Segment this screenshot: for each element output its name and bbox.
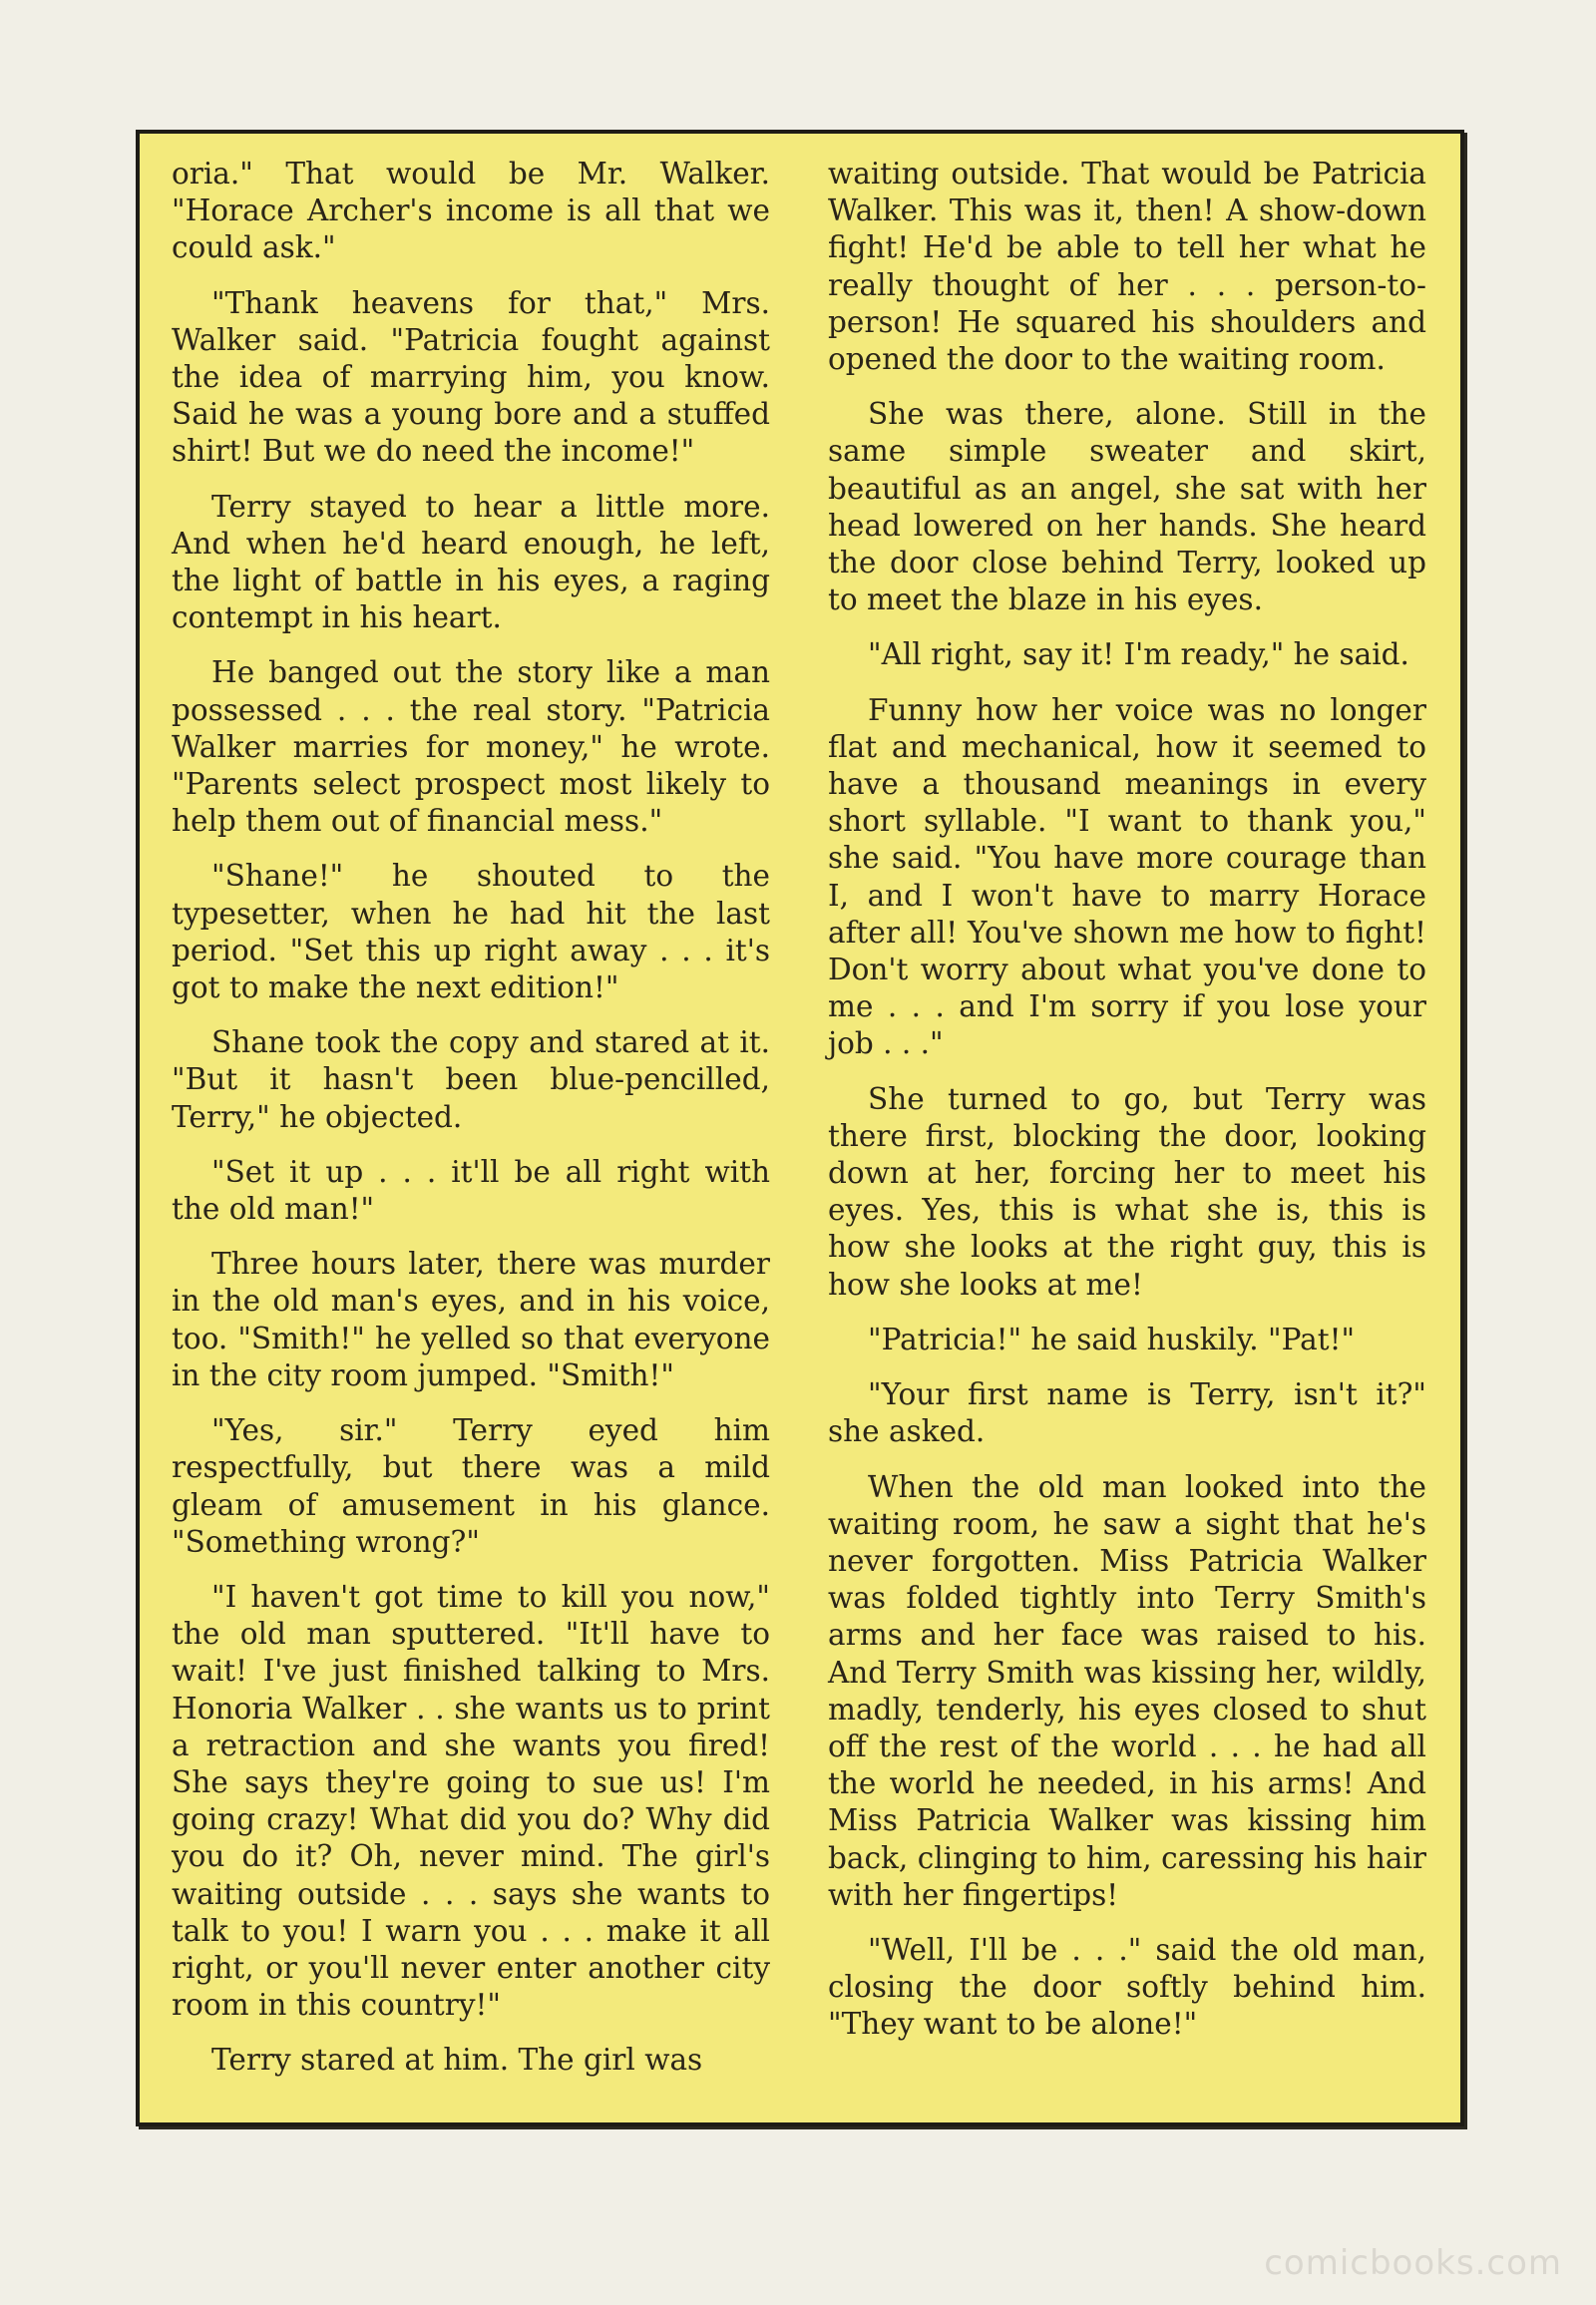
paragraph: Terry stayed to hear a little more. And when he'd heard enough, he left, the light of battle in his eyes, a raging contempt in his heart. bbox=[172, 489, 770, 635]
paragraph: "Shane!" he shouted to the typesetter, when he had hit the last period. "Set this up right away . . . it's got to make the next edition!" bbox=[172, 859, 770, 1005]
paragraph: "Thank heavens for that," Mrs. Walker said. "Patricia fought against the idea of marrying him, you know. Said he was a young bore and a stuffed shirt! But we do need the income!" bbox=[172, 285, 770, 469]
paragraph: "I haven't got time to kill you now," the old man sputtered. "It'll have to wait! I've just finished talking to Mrs. Honoria Walker . . she wants us to print a retraction and she wants you fired! She says they're going to sue us! I'm going crazy! What did you do? Why did you do it? Oh, never mind. The girl's waiting outside . . . says she wants to talk to you! I warn you . . . make it all right, or you'll never enter another city room in this country!" bbox=[172, 1579, 770, 2023]
watermark: comicbooks.com bbox=[1264, 2243, 1562, 2283]
paragraph: Shane took the copy and stared at it. "But it hasn't been blue-pencilled, Terry," he objected. bbox=[172, 1025, 770, 1134]
paragraph: She turned to go, but Terry was there first, blocking the door, looking down at her, forcing her to meet his eyes. Yes, this is what she is, this is how she looks at the right guy, this is how she looks at me! bbox=[828, 1081, 1426, 1302]
paragraph: oria." That would be Mr. Walker. "Horace Archer's income is all that we could ask." bbox=[172, 157, 770, 265]
paragraph: "Patricia!" he said huskily. "Pat!" bbox=[868, 1322, 1356, 1356]
paragraph: Terry stared at him. The girl was bbox=[211, 2043, 703, 2078]
right-text-column bbox=[828, 156, 1426, 2044]
paragraph: "Your first name is Terry, isn't it?" she asked. bbox=[828, 1377, 1426, 1449]
paragraph: "Well, I'll be . . ." said the old man, closing the door softly behind him. "They want to be alone!" bbox=[828, 1932, 1426, 2042]
paragraph: Funny how her voice was no longer flat and mechanical, how it seemed to have a thousand meanings in every short syllable. "I want to thank you," she said. "You have more courage than I, and I won't have to marry Horace after all! You've shown me how to fight! Don't worry about what you've done to me . . . and I'm sorry if you lose your job . . ." bbox=[828, 692, 1426, 1061]
paragraph: He banged out the story like a man possessed . . . the real story. "Patricia Walker marries for money," he wrote. "Parents select prospect most likely to help them out of financial mess." bbox=[172, 655, 770, 839]
paragraph: "Set it up . . . it'll be all right with the old man!" bbox=[172, 1154, 770, 1227]
paragraph: Three hours later, there was murder in the old man's eyes, and in his voice, too. "Smith!" he yelled so that everyone in the city room jumped. "Smith!" bbox=[172, 1247, 770, 1392]
story-text-panel bbox=[136, 130, 1464, 2126]
paragraph: When the old man looked into the waiting room, he saw a sight that he's never forgotten. Miss Patricia Walker was folded tightly into Terry Smith's arms and her face was raised to his. And Terry Smith was kissing her, wildly, madly, tenderly, his eyes closed to shut off the rest of the world . . . he had all the world he needed, in his arms! And Miss Patricia Walker was kissing him back, clinging to him, caressing his hair with her fingertips! bbox=[828, 1469, 1426, 1912]
paragraph: "Yes, sir." Terry eyed him respectfully, but there was a mild gleam of amusement in his glance. "Something wrong?" bbox=[172, 1413, 770, 1559]
paragraph: waiting outside. That would be Patricia Walker. This was it, then! A show-down fight! He'd be able to tell her what he really thought of her . . . person-to-person! He squared his shoulders and opened the door to the waiting room. bbox=[828, 157, 1426, 377]
paragraph: "All right, say it! I'm ready," he said. bbox=[868, 637, 1409, 672]
left-text-column bbox=[172, 156, 770, 2080]
paragraph: She was there, alone. Still in the same simple sweater and skirt, beautiful as an angel, she sat with her head lowered on her hands. She heard the door close behind Terry, looked up to meet the blaze in his eyes. bbox=[828, 397, 1426, 617]
